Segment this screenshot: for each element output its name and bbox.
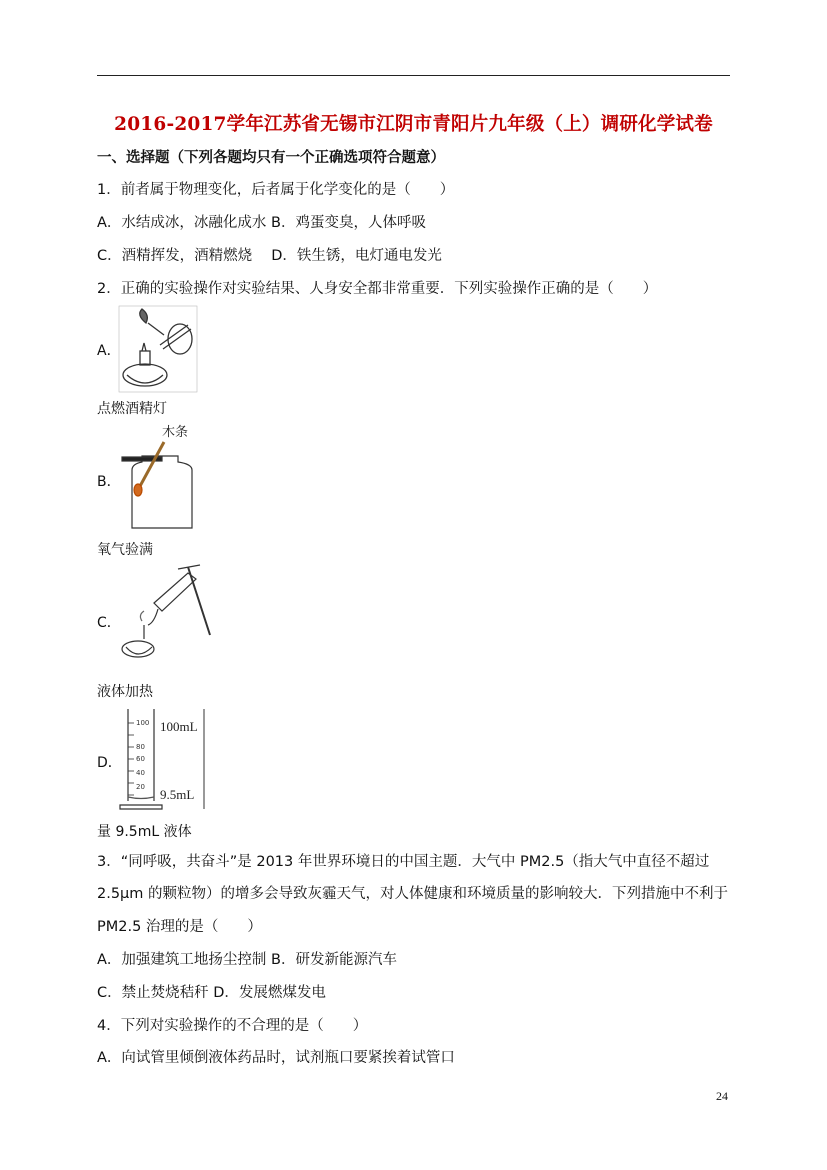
- lighting-alcohol-lamp-figure: [118, 305, 198, 393]
- q4-option-a: A．向试管里倾倒液体药品时，试剂瓶口要紧挨着试管口: [97, 1050, 455, 1066]
- q3-options-ab: A．加强建筑工地扬尘控制 B．研发新能源汽车: [97, 952, 397, 968]
- q1-stem: 1．前者属于物理变化，后者属于化学变化的是（ ）: [97, 182, 455, 198]
- page-title: 2016-2017学年江苏省无锡市江阴市青阳片九年级（上）调研化学试卷: [114, 114, 713, 135]
- scale-label: 60: [136, 755, 145, 763]
- q2-option-a-caption: 点燃酒精灯: [97, 401, 167, 417]
- q1-options-ab: A．水结成冰，冰融化成水 B．鸡蛋变臭，人体呼吸: [97, 215, 426, 231]
- q3-stem-line3: PM2.5 治理的是（ ）: [97, 919, 262, 935]
- volume-9-5ml-label: 9.5mL: [160, 787, 195, 802]
- q2-option-c-caption: 液体加热: [97, 684, 153, 700]
- oxygen-test-figure: [120, 420, 198, 532]
- scale-label: 20: [136, 783, 145, 791]
- q1-options-cd: C．酒精挥发，酒精燃烧 D．铁生锈，电灯通电发光: [97, 248, 442, 264]
- scale-label: 100: [136, 719, 150, 727]
- q2-option-d-letter: D．: [97, 755, 122, 771]
- scale-label: 80: [136, 743, 145, 751]
- q4-stem: 4．下列对实验操作的不合理的是（ ）: [97, 1018, 368, 1034]
- q2-option-c-letter: C．: [97, 615, 121, 631]
- q3-stem-line1: 3．“同呼吸，共奋斗”是 2013 年世界环境日的中国主题．大气中 PM2.5（指大气中直径不超过: [97, 854, 710, 870]
- q2-option-a-letter: A．: [97, 343, 121, 359]
- page-number: 24: [716, 1089, 728, 1103]
- q2-option-b-letter: B．: [97, 474, 121, 490]
- q2-stem: 2．正确的实验操作对实验结果、人身安全都非常重要．下列实验操作正确的是（ ）: [97, 281, 658, 297]
- q2-option-d-caption: 量 9.5mL 液体: [97, 824, 192, 840]
- q2-option-b-caption: 氧气验满: [97, 542, 153, 558]
- section-heading: 一、选择题（下列各题均只有一个正确选项符合题意）: [97, 150, 445, 166]
- graduated-cylinder-figure: [118, 705, 210, 811]
- q3-options-cd: C．禁止焚烧秸秆 D．发展燃煤发电: [97, 985, 326, 1001]
- scale-label: 40: [136, 769, 145, 777]
- volume-100ml-label: 100mL: [160, 719, 198, 734]
- q3-stem-line2: 2.5μm 的颗粒物）的增多会导致灰霾天气，对人体健康和环境质量的影响较大．下列措施中不利于: [97, 886, 729, 902]
- liquid-heating-figure: [118, 563, 214, 661]
- header-rule: [97, 75, 730, 76]
- wood-stick-label: 木条: [162, 425, 189, 440]
